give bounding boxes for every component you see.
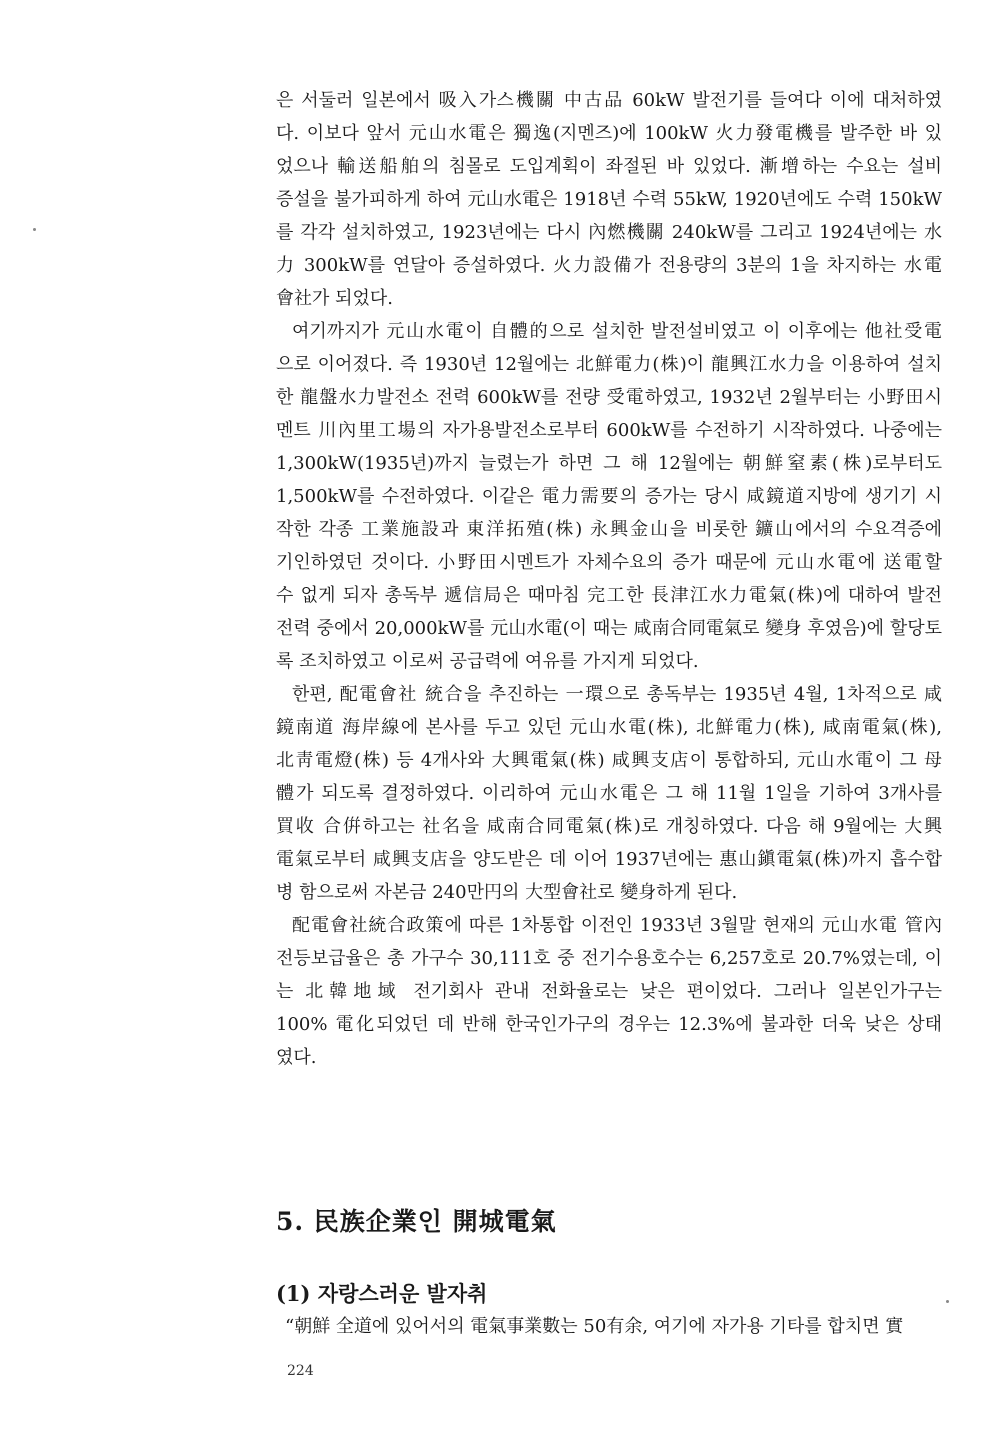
text-line: 전력 중에서 20,000kW를 元山水電(이 때는 咸南合同電氣로 變身 후였음)에 할당토: [276, 618, 942, 639]
text-line: 北靑電燈(株) 등 4개사와 大興電氣(株) 咸興支店이 통합하되, 元山水電이 그 母: [276, 750, 942, 771]
text-line: 었으나 輸送船舶의 침몰로 도입계획이 좌절된 바 있었다. 漸增하는 수요는 설비: [276, 156, 942, 177]
body-text: [276, 84, 942, 1074]
text-line: 買收 合倂하고는 社名을 咸南合同電氣(株)로 개칭하였다. 다음 해 9월에는 大興: [276, 816, 942, 837]
text-line: 여기까지가 元山水電이 自體的으로 설치한 발전설비였고 이 이후에는 他社受電: [292, 321, 942, 342]
paragraph: [276, 678, 942, 909]
text-line: 會社가 되었다.: [276, 288, 393, 309]
text-line: 수 없게 되자 총독부 遞信局은 때마침 完工한 長津江水力電氣(株)에 대하여 발전: [276, 585, 942, 606]
text-line: 기인하였던 것이다. 小野田시멘트가 자체수요의 증가 때문에 元山水電에 送電할: [276, 552, 942, 573]
scan-speck: [946, 1300, 949, 1303]
text-line: 증설을 불가피하게 하여 元山水電은 1918년 수력 55kW, 1920년에도 수력 150kW: [276, 189, 942, 210]
page-number: 224: [287, 1363, 314, 1379]
subsection-heading: (1) 자랑스러운 발자취: [276, 1281, 488, 1306]
text-line: 전등보급율은 총 가구수 30,111호 중 전기수용호수는 6,257호로 20.7%였는데, 이: [276, 948, 942, 969]
text-line: 병 함으로써 자본금 240만円의 大型會社로 變身하게 된다.: [276, 882, 738, 903]
text-line: 작한 각종 工業施設과 東洋拓殖(株) 永興金山을 비롯한 鑛山에서의 수요격증에: [276, 519, 942, 540]
text-line: 1,300kW(1935년)까지 늘렸는가 하면 그 해 12월에는 朝鮮窒素(株)로부터도: [276, 453, 942, 474]
text-line: 電氣로부터 咸興支店을 양도받은 데 이어 1937년에는 惠山鎭電氣(株)까지 흡수합: [276, 849, 942, 870]
section-heading: 5. 民族企業인 開城電氣: [276, 1207, 557, 1236]
text-line: 配電會社統合政策에 따른 1차통합 이전인 1933년 3월말 현재의 元山水電 管內: [292, 915, 942, 936]
text-line: 한 龍盤水力발전소 전력 600kW를 전량 受電하였고, 1932년 2월부터는 小野田시: [276, 387, 942, 408]
text-line: 였다.: [276, 1047, 317, 1068]
text-line: 록 조치하였고 이로써 공급력에 여유를 가지게 되었다.: [276, 651, 699, 672]
text-line: 100% 電化되었던 데 반해 한국인가구의 경우는 12.3%에 불과한 더욱 낮은 상태: [276, 1014, 942, 1035]
text-line: 멘트 川內里工場의 자가용발전소로부터 600kW를 수전하기 시작하였다. 나중에는: [276, 420, 942, 441]
text-line: 은 서둘러 일본에서 吸入가스機關 中古品 60kW 발전기를 들여다 이에 대처하였: [276, 90, 942, 111]
text-line: 으로 이어졌다. 즉 1930년 12월에는 北鮮電力(株)이 龍興江水力을 이용하여 설치: [276, 354, 942, 375]
quote-line: “朝鮮 全道에 있어서의 電氣事業數는 50有余, 여기에 자가용 기타를 합치면 實: [285, 1316, 904, 1337]
scan-speck: [33, 228, 36, 231]
paragraph: [276, 84, 942, 315]
paragraph: [276, 315, 942, 678]
text-line: 한편, 配電會社 統合을 추진하는 一環으로 총독부는 1935년 4월, 1차적으로 咸: [292, 684, 942, 705]
text-line: 를 각각 설치하였고, 1923년에는 다시 內燃機關 240kW를 그리고 1924년에는 水: [276, 222, 942, 243]
text-line: 는 北韓地域 전기회사 관내 전화율로는 낮은 편이었다. 그러나 일본인가구는: [276, 981, 942, 1002]
paragraph: [276, 909, 942, 1074]
text-line: 力 300kW를 연달아 증설하였다. 火力設備가 전용량의 3분의 1을 차지하는 水電: [276, 255, 942, 276]
text-line: 다. 이보다 앞서 元山水電은 獨逸(지멘즈)에 100kW 火力發電機를 발주한 바 있: [276, 123, 942, 144]
text-line: 體가 되도록 결정하였다. 이리하여 元山水電은 그 해 11월 1일을 기하여 3개사를: [276, 783, 942, 804]
text-line: 鏡南道 海岸線에 본사를 두고 있던 元山水電(株), 北鮮電力(株), 咸南電氣(株),: [276, 717, 942, 738]
text-line: 1,500kW를 수전하였다. 이같은 電力需要의 증가는 당시 咸鏡道지방에 생기기 시: [276, 486, 942, 507]
